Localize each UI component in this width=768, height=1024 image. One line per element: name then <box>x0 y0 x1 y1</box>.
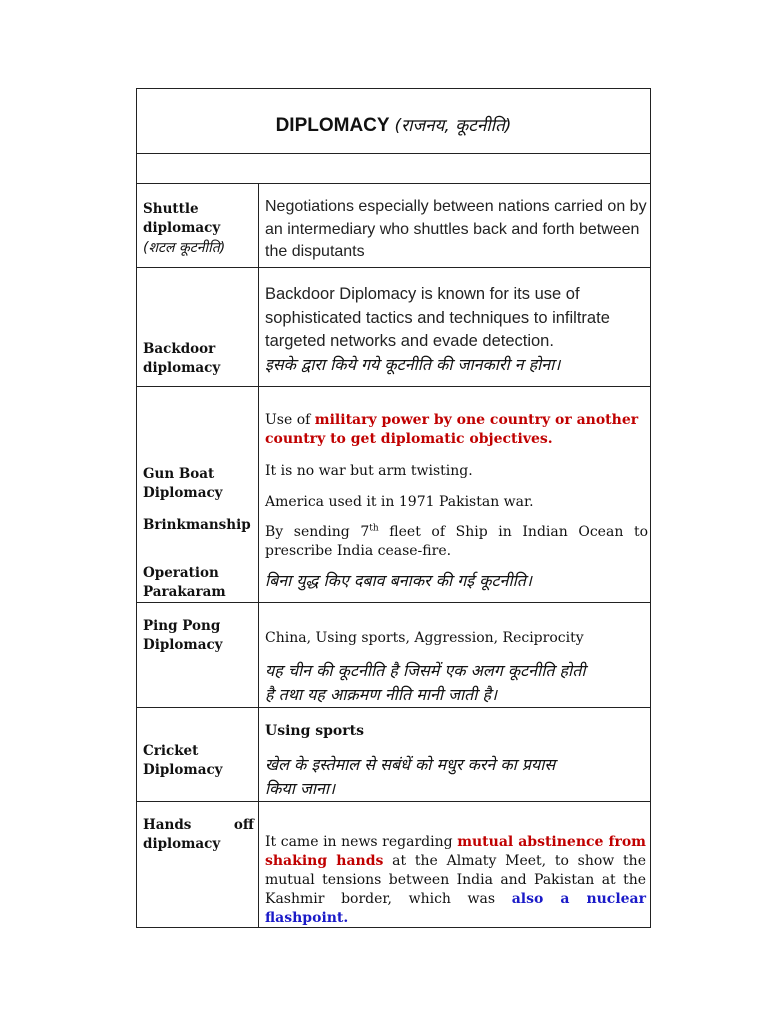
term-cricket: Cricket Diplomacy <box>143 743 223 778</box>
description-cell <box>259 387 650 602</box>
term-handsoff: Hands off diplomacy <box>143 817 254 852</box>
gunboat-p2: It is no war but arm twisting. <box>265 463 473 479</box>
gunboat-p4-b: fleet of Ship in Indian Ocean to prescribe India cease-fire. <box>265 524 648 559</box>
description-cell <box>259 268 650 386</box>
pingpong-hindi-line1: यह चीन की कूटनीति है जिसमें एक अलग कूटनीति होती <box>265 661 586 680</box>
table-row-shuttle <box>137 184 650 268</box>
term-gunboat: Gun Boat Diplomacy <box>143 466 223 501</box>
title-english: DIPLOMACY <box>275 115 390 136</box>
cricket-heading: Using sports <box>265 723 364 739</box>
shuttle-description: Negotiations especially between nations carried on by an intermediary who shuttles back and forth between the disputants <box>265 198 647 260</box>
pingpong-description: China, Using sports, Aggression, Reciprocity <box>265 630 584 646</box>
gunboat-p3: America used it in 1971 Pakistan war. <box>265 494 534 510</box>
gunboat-hindi: बिना युद्ध किए दबाव बनाकर की गई कूटनीति। <box>265 571 532 590</box>
title-hindi: (राजनय, कूटनीति) <box>394 116 512 136</box>
term-shuttle-hindi: (शटल कूटनीति) <box>143 240 226 256</box>
description-cell <box>259 802 650 927</box>
gunboat-p1-highlight: military power by one country or another country to get diplomatic objectives. <box>265 412 639 447</box>
page-title <box>137 113 650 137</box>
term-cell <box>137 603 259 707</box>
description-cell <box>259 708 650 801</box>
term-cell <box>137 268 259 386</box>
description-cell <box>259 184 650 267</box>
term-cell <box>137 184 259 267</box>
term-operation-parakaram: Operation Parakaram <box>143 565 226 600</box>
handsoff-t1: It came in news regarding <box>265 834 453 850</box>
backdoor-hindi: इसके द्वारा किये गये कूटनीति की जानकारी न होना। <box>265 355 561 374</box>
gunboat-p4-sup: th <box>369 523 379 534</box>
empty-row <box>137 154 650 184</box>
term-cell <box>137 802 259 927</box>
table-row-backdoor <box>137 268 650 387</box>
backdoor-description: Backdoor Diplomacy is known for its use of sophisticated tactics and techniques to infiltrate targeted networks and evade detection. <box>265 285 610 350</box>
term-cell <box>137 708 259 801</box>
handsoff-highlight-red: mutual abstinence from shaking hands <box>265 834 646 869</box>
term-brinkmanship: Brinkmanship <box>143 517 251 533</box>
description-cell <box>259 603 650 707</box>
table-row-handsoff <box>137 802 650 927</box>
pingpong-hindi-line2: है तथा यह आक्रमण नीति मानी जाती है। <box>265 685 498 704</box>
term-shuttle: Shuttle diplomacy <box>143 201 221 236</box>
gunboat-p4 <box>265 523 648 561</box>
gunboat-p4-a: By sending 7 <box>265 524 370 540</box>
term-backdoor: Backdoor diplomacy <box>143 341 221 376</box>
table-row-pingpong <box>137 603 650 708</box>
table-row-cricket <box>137 708 650 802</box>
handsoff-description <box>265 833 646 927</box>
handsoff-t2: at the Almaty Meet, to show the mutual tensions between India and Pakistan at the Kashmir border, which was <box>265 853 646 907</box>
handsoff-highlight-blue: also a nuclear flashpoint. <box>265 891 647 926</box>
term-pingpong: Ping Pong Diplomacy <box>143 618 223 653</box>
title-row <box>137 89 650 154</box>
gunboat-p1 <box>265 411 648 449</box>
term-cell <box>137 387 259 602</box>
gunboat-p1-plain: Use of <box>265 412 311 428</box>
cricket-hindi-line2: किया जाना। <box>265 779 336 798</box>
table-row-gunboat <box>137 387 650 603</box>
diplomacy-table <box>136 88 651 928</box>
cricket-hindi-line1: खेल के इस्तेमाल से सबंधें को मधुर करने का प्रयास <box>265 755 556 774</box>
